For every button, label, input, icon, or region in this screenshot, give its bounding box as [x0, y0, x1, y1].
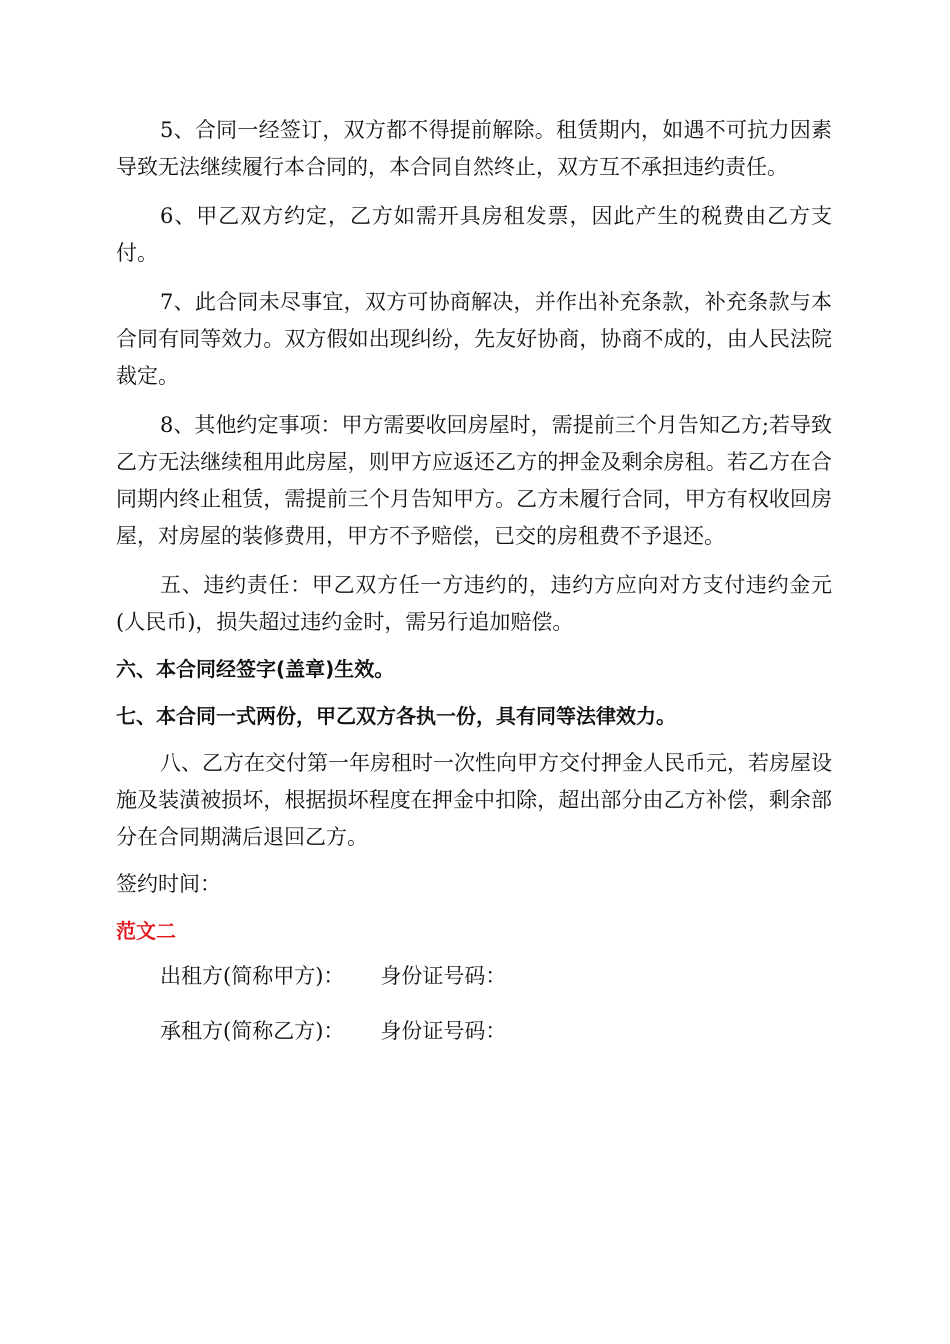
- lessee-line: [116, 1013, 832, 1050]
- clause-8: 8、其他约定事项：甲方需要收回房屋时，需提前三个月告知乙方;若导致乙方无法继续租用此房屋，则甲方应返还乙方的押金及剩余房租。若乙方在合同期内终止租赁，需提前三个月告知甲方。乙方未履行合同，甲方有权收回房屋，对房屋的装修费用，甲方不予赔偿，已交的房租费不予退还。: [116, 413, 832, 548]
- lessor-label: 出租方(简称甲方)：: [160, 964, 345, 988]
- sample-two-heading: 范文二: [116, 919, 176, 943]
- section-6-effective: 六、本合同经签字(盖章)生效。: [116, 657, 395, 681]
- signing-time: 签约时间：: [116, 872, 221, 896]
- clause-5: 5、合同一经签订，双方都不得提前解除。租赁期内，如遇不可抗力因素导致无法继续履行本合同的，本合同自然终止，双方互不承担违约责任。: [116, 118, 832, 179]
- document-body: [116, 112, 832, 1050]
- lessor-line: [116, 958, 832, 995]
- lessor-id-label: 身份证号码：: [380, 964, 507, 988]
- clause-7: 7、此合同未尽事宜，双方可协商解决，并作出补充条款，补充条款与本合同有同等效力。双方假如出现纠纷，先友好协商，协商不成的，由人民法院裁定。: [116, 290, 832, 388]
- lessee-label: 承租方(简称乙方)：: [160, 1019, 345, 1043]
- clause-6: 6、甲乙双方约定，乙方如需开具房租发票，因此产生的税费由乙方支付。: [116, 204, 832, 265]
- section-5-breach: 五、违约责任：甲乙双方任一方违约的，违约方应向对方支付违约金元(人民币)，损失超过违约金时，需另行追加赔偿。: [116, 573, 832, 634]
- section-8-deposit: 八、乙方在交付第一年房租时一次性向甲方交付押金人民币元，若房屋设施及装潢被损坏，根据损坏程度在押金中扣除，超出部分由乙方补偿，剩余部分在合同期满后退回乙方。: [116, 751, 832, 849]
- lessee-id-label: 身份证号码：: [380, 1019, 507, 1043]
- section-7-copies: 七、本合同一式两份，甲乙双方各执一份，具有同等法律效力。: [116, 704, 676, 728]
